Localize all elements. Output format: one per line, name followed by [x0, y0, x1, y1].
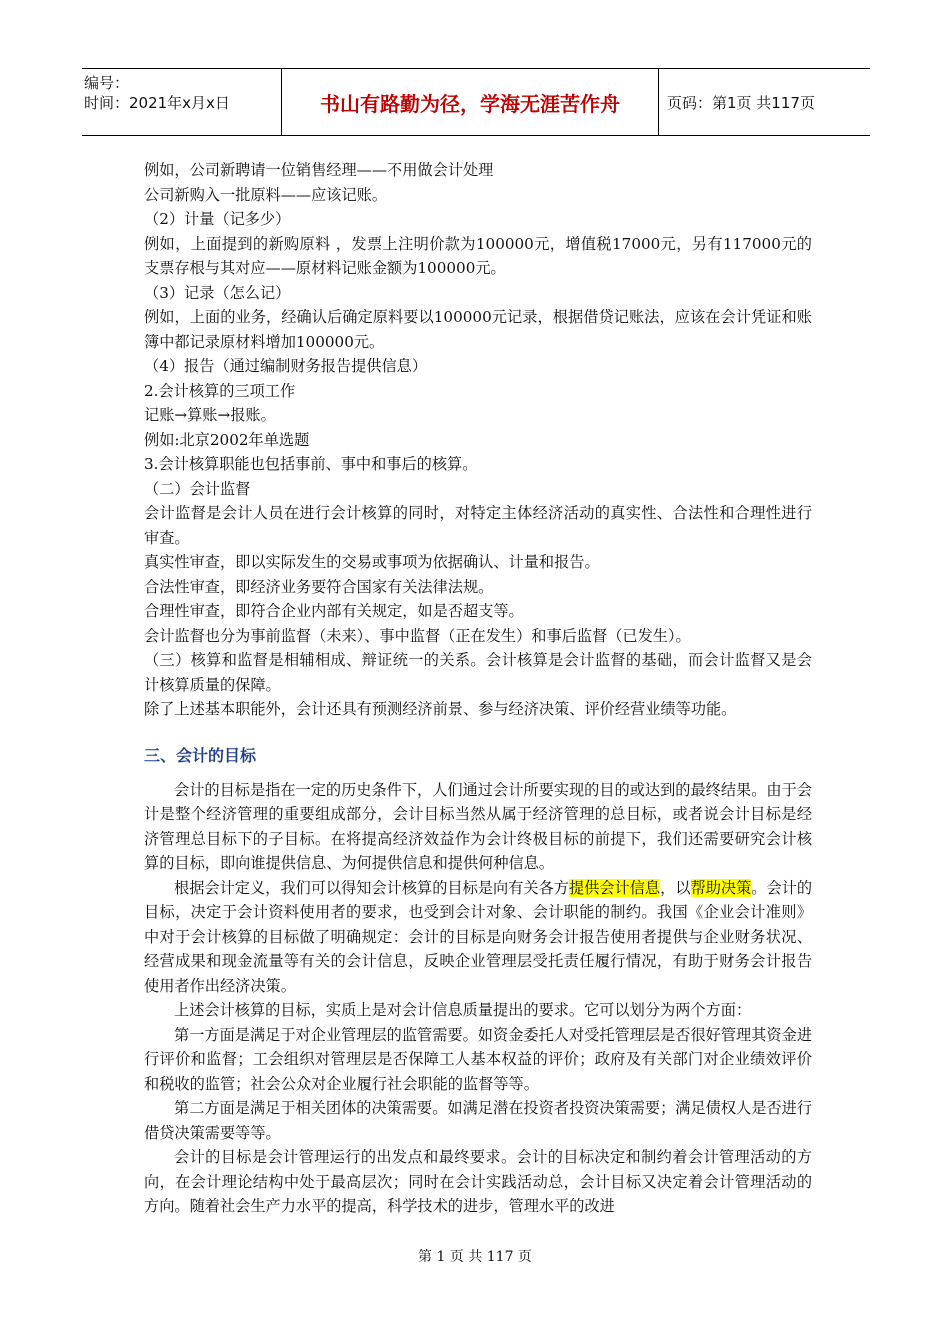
- paragraph: 真实性审查，即以实际发生的交易或事项为依据确认、计量和报告。: [144, 553, 600, 571]
- paragraph: 第二方面是满足于相关团体的决策需要。如满足潜在投资者投资决策需要；满足债权人是否进行借贷决策需要等等。: [144, 1099, 812, 1142]
- section-heading: 三、会计的目标: [144, 745, 257, 765]
- text-span: 。会计的目标，决定于会计资料使用者的要求，也受到会计对象、会计职能的制约。我国《企业会计准则》中对于会计核算的目标做了明确规定：会计的目标是向财务会计报告使用者提供与企业财务状况、经营成果和现金流量等有关的会计信息，反映企业管理层受托责任履行情况，有助于财务会计报告使用者作出经济决策。: [144, 878, 813, 995]
- page-footer: 第 1 页 共 117 页: [418, 1249, 532, 1265]
- paragraph: 例如，公司新聘请一位销售经理——不用做会计处理: [144, 161, 494, 179]
- highlighted-text: 提供会计信息: [568, 878, 661, 897]
- paragraph: （二）会计监督: [144, 479, 251, 498]
- paragraph: （2）计量（记多少）: [144, 210, 291, 228]
- document-body: [144, 158, 812, 1219]
- paragraph: 除了上述基本职能外，会计还具有预测经济前景、参与经济决策、评价经营业绩等功能。: [144, 700, 737, 718]
- paragraph: （4）报告（通过编制财务报告提供信息）: [144, 357, 428, 375]
- header-meta: [82, 69, 282, 135]
- text-span: 根据会计定义，我们可以得知会计核算的目标是向有关各方: [174, 878, 569, 897]
- paragraph: 公司新购入一批原料——应该记账。: [144, 185, 387, 204]
- code-label: 编号：: [84, 74, 130, 92]
- header-page-info: 页码：第1页 共117页: [667, 93, 815, 112]
- paragraph: 第一方面是满足于对企业管理层的监管需要。如资金委托人对受托管理层是否很好管理其资金进行评价和监督；工会组织对管理层是否保障工人基本权益的评价；政府及有关部门对企业绩效评价和税收的监管；社会公众对企业履行社会职能的监督等等。: [144, 1025, 812, 1093]
- paragraph: 会计的目标是指在一定的历史条件下，人们通过会计所要实现的目的或达到的最终结果。由于会计是整个经济管理的重要组成部分，会计目标当然从属于经济管理的总目标，或者说会计目标是经济管理总目标下的子目标。在将提高经济效益作为会计终极目标的前提下，我们还需要研究会计核算的目标，即向谁提供信息、为何提供信息和提供何种信息。: [144, 780, 812, 872]
- paragraph: 例如，上面提到的新购原料 ，发票上注明价款为100000元，增值税17000元，另有117000元的支票存根与其对应——原材料记账金额为100000元。: [144, 234, 812, 277]
- paragraph: [144, 876, 812, 999]
- paragraph: （3）记录（怎么记）: [144, 283, 291, 302]
- paragraph: 会计监督是会计人员在进行会计核算的同时，对特定主体经济活动的真实性、合法性和合理性进行审查。: [144, 504, 812, 547]
- text-span: ，以: [660, 878, 691, 897]
- paragraph: 会计监督也分为事前监督（未来）、事中监督（正在发生）和事后监督（已发生）。: [144, 626, 691, 645]
- paragraph: 合法性审查，即经济业务要符合国家有关法律法规。: [144, 577, 494, 596]
- time-label: 时间：2021年x月x日: [84, 94, 230, 112]
- paragraph: 3.会计核算职能也包括事前、事中和事后的核算。: [144, 455, 478, 473]
- page-header: [82, 68, 870, 136]
- paragraph: （三）核算和监督是相辅相成、辩证统一的关系。会计核算是会计监督的基础，而会计监督又是会计核算质量的保障。: [144, 651, 812, 694]
- paragraph: 上述会计核算的目标，实质上是对会计信息质量提出的要求。它可以划分为两个方面：: [174, 1001, 752, 1019]
- paragraph: 会计的目标是会计管理运行的出发点和最终要求。会计的目标决定和制约着会计管理活动的方向，在会计理论结构中处于最高层次；同时在会计实践活动总，会计目标又决定着会计管理活动的方向。随着社会生产力水平的提高，科学技术的进步，管理水平的改进: [144, 1148, 812, 1215]
- paragraph: 2.会计核算的三项工作: [144, 381, 296, 400]
- paragraph: 记账→算账→报账。: [144, 406, 276, 424]
- header-motto: 书山有路勤为径，学海无涯苦作舟: [282, 69, 659, 135]
- paragraph: 例如，上面的业务，经确认后确定原料要以100000元记录，根据借贷记账法，应该在会计凭证和账簿中都记录原材料增加100000元。: [144, 308, 812, 351]
- paragraph: 例如:北京2002年单选题: [144, 430, 310, 449]
- highlighted-text: 帮助决策: [690, 878, 752, 897]
- paragraph: 合理性审查，即符合企业内部有关规定，如是否超支等。: [144, 602, 524, 620]
